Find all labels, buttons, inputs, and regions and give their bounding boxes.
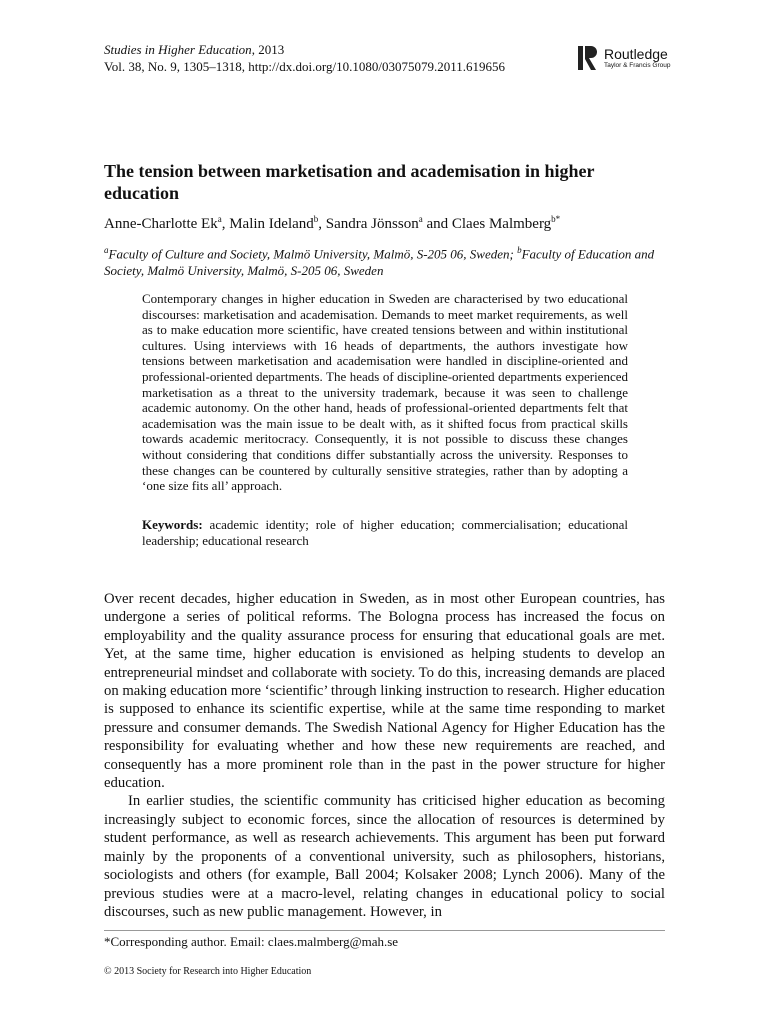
publisher-wordmark [604, 47, 670, 70]
keywords-list: academic identity; role of higher education; commercialisation; educational leadership; educational research [142, 517, 628, 548]
author-affiliation-mark: a [217, 214, 222, 224]
publisher-name: Routledge [604, 45, 668, 62]
affiliation-b: Faculty of Education and Society, Malmö University, Malmö, S-205 06, Sweden [104, 246, 655, 279]
footnote-divider [104, 930, 665, 931]
publisher-tagline: Taylor & Francis Group [604, 61, 671, 69]
author-separator: and [422, 216, 452, 232]
affiliations [104, 242, 674, 279]
author-separator: , [318, 216, 326, 232]
body-text [104, 590, 665, 921]
journal-title-line [104, 41, 505, 58]
author-name: Malin Ideland [229, 216, 314, 232]
author-separator: , [221, 216, 230, 232]
journal-citation: Vol. 38, No. 9, 1305–1318, http://dx.doi.org/10.1080/03075079.2011.619656 [104, 59, 505, 74]
body-paragraph: Over recent decades, higher education in Sweden, as in most other European countries, has undergone a series of political reforms. The Bologna process has increased the focus on employability and the quality assurance process for ensuring that educational goals are met. Yet, at the same time, higher education is envisioned as helping students to develop an entrepreneurial mindset and collaborate with society. To do this, increasing demands are placed on making education more ‘scientific’ through linking instruction to research. Higher education is supposed to enhance its scientific expertise, while at the same time responding to market pressure and consumer demands. The Swedish National Agency for Higher Education has the responsibility for evaluating whether and how these new requirements are reached, and consequently has a more prominent role than in the past in the power structure for higher education. [104, 591, 665, 792]
author-affiliation-mark: a [418, 214, 423, 224]
affiliation-mark: b [517, 245, 522, 255]
corresponding-author-footnote: *Corresponding author. Email: claes.malmberg@mah.se [104, 934, 399, 949]
copyright-notice: © 2013 Society for Research into Higher Education [104, 966, 312, 977]
author-list [104, 209, 560, 234]
author-name: Anne-Charlotte Ek [104, 216, 218, 232]
article-title: The tension between marketisation and academisation in higher education [104, 161, 595, 203]
journal-header [104, 41, 505, 75]
keywords [142, 517, 628, 548]
affiliation-mark: a [104, 245, 109, 255]
author-affiliation-mark: b [313, 214, 319, 224]
keywords-label: Keywords: [142, 517, 203, 532]
author-name: Claes Malmberg [451, 216, 552, 232]
journal-name: Studies in Higher Education [104, 42, 252, 57]
affiliation-a: Faculty of Culture and Society, Malmö University, Malmö, S-205 06, Sweden; [108, 246, 518, 262]
author-affiliation-mark: b* [551, 214, 561, 224]
journal-year: , 2013 [251, 42, 285, 57]
author-name: Sandra Jönsson [325, 216, 419, 232]
publisher-logo [578, 44, 670, 72]
body-paragraph: In earlier studies, the scientific community has criticised higher education as becoming increasingly subject to economic forces, since the allocation of resources is determined by student performance, as well as research achievements. This argument has been put forward mainly by the proponents of a conventional university, such as philosophers, historians, sociologists and others (for example, Ball 2004; Kolsaker 2008; Lynch 2006). Many of the previous studies were at a macro-level, relating changes in educational policy to social discourses, such as new public management. However, in [104, 793, 665, 920]
routledge-logo-icon [578, 44, 600, 72]
abstract: Contemporary changes in higher education in Sweden are characterised by two educational discourses: marketisation and academisation. Demands to meet market requirements, as well as to make education more scientific, have created tensions between and within institutional cultures. Using interviews with 16 heads of departments, the authors investigate how tensions between marketisation and academisation were handled in discipline-oriented and professional-oriented departments. The heads of discipline-oriented departments experienced marketisation as a threat to the university trademark, because it was seen to challenge academic autonomy. On the other hand, heads of professional-oriented departments felt that academisation was the main issue to be dealt with, as it shifted focus from practical skills towards academic meritocracy. Consequently, it is not possible to discuss these changes without considering that conditions differ substantially across the university. Responses to these changes can be countered by culturally sensitive strategies, rather than by adopting a ‘one size fits all’ approach. [142, 291, 628, 494]
